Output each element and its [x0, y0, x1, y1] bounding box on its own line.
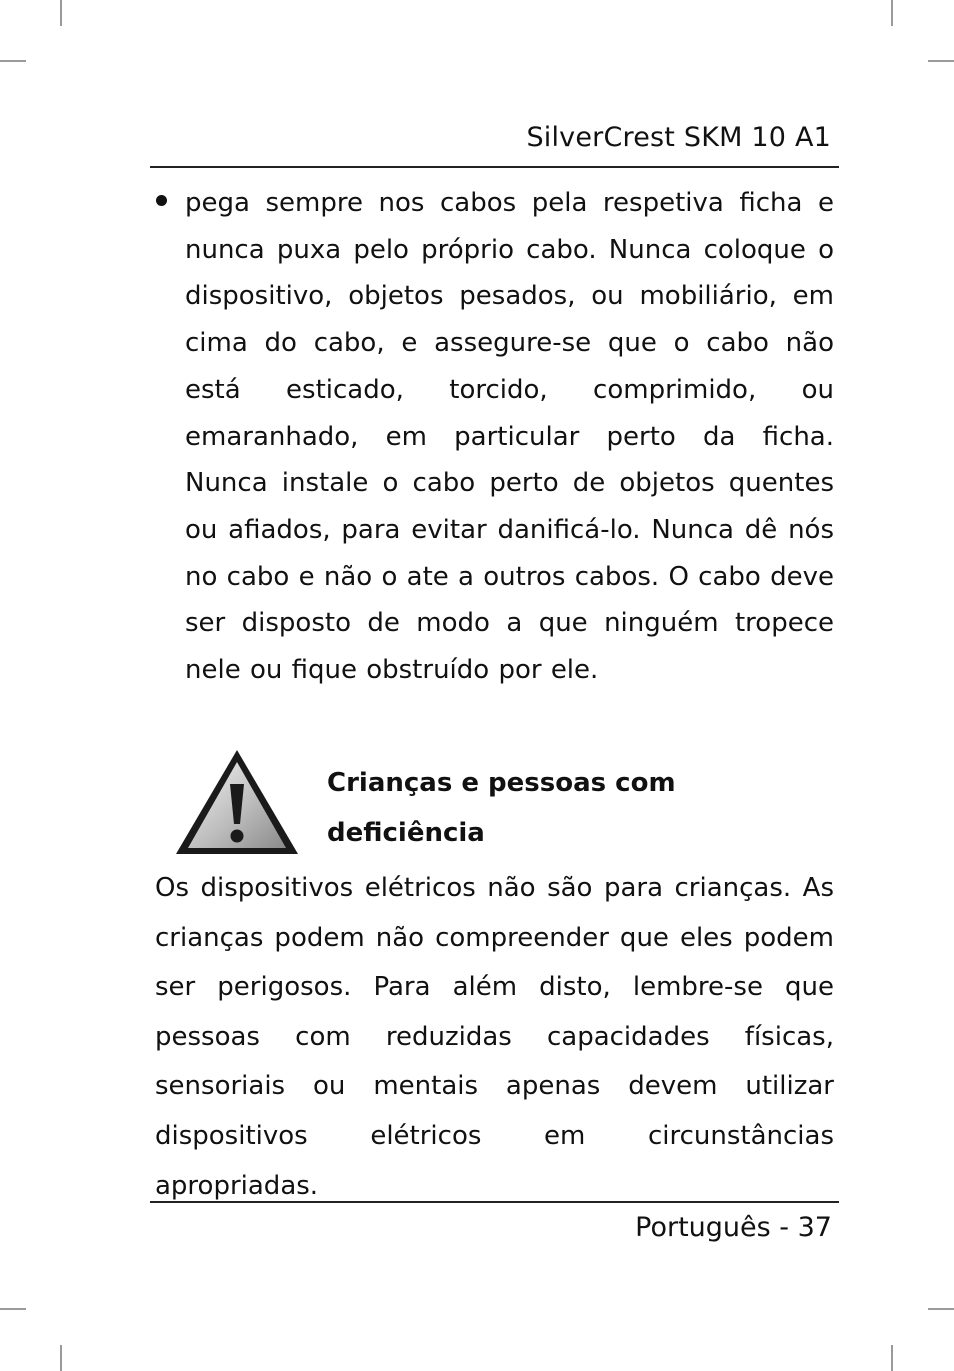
- crop-mark: [60, 0, 62, 26]
- warning-triangle-icon: [174, 748, 300, 858]
- section-title-line1: Crianças e pessoas com: [327, 768, 676, 798]
- crop-mark: [891, 0, 893, 26]
- footer-page-label: Português - 37: [635, 1212, 832, 1243]
- crop-mark: [928, 1308, 954, 1310]
- footer-rule: [150, 1201, 839, 1203]
- crop-mark: [0, 60, 26, 62]
- crop-mark: [891, 1345, 893, 1371]
- crop-mark: [60, 1345, 62, 1371]
- section-title-line2: deficiência: [327, 818, 485, 848]
- bullet-dot: [156, 195, 167, 206]
- section-body: Os dispositivos elétricos não são para crianças. As crianças podem não compreender que eles podem ser perigosos. Para além disto, lembre-se que pessoas com reduzidas capacidades físicas, sensoriais ou mentais apenas devem utilizar dispositivos elétricos em circunstâncias apropriadas.: [155, 873, 834, 1201]
- page-header-title: SilverCrest SKM 10 A1: [526, 122, 831, 153]
- section-title: [327, 758, 747, 858]
- bullet-text: pega sempre nos cabos pela respetiva ficha e nunca puxa pelo próprio cabo. Nunca coloque o dispositivo, objetos pesados, ou mobiliário, em cima do cabo, e assegure-se que o cabo não está esticado, torcido, comprimido, ou emaranhado, em particular perto da ficha. Nunca instale o cabo perto de objetos quentes ou afiados, para evitar danificá-lo. Nunca dê nós no cabo e não o ate a outros cabos. O cabo deve ser disposto de modo a que ninguém tropece nele ou fique obstruído por ele.: [185, 188, 834, 686]
- bullet-item: [150, 180, 834, 694]
- crop-mark: [928, 60, 954, 62]
- header-rule: [150, 166, 839, 168]
- crop-mark: [0, 1308, 26, 1310]
